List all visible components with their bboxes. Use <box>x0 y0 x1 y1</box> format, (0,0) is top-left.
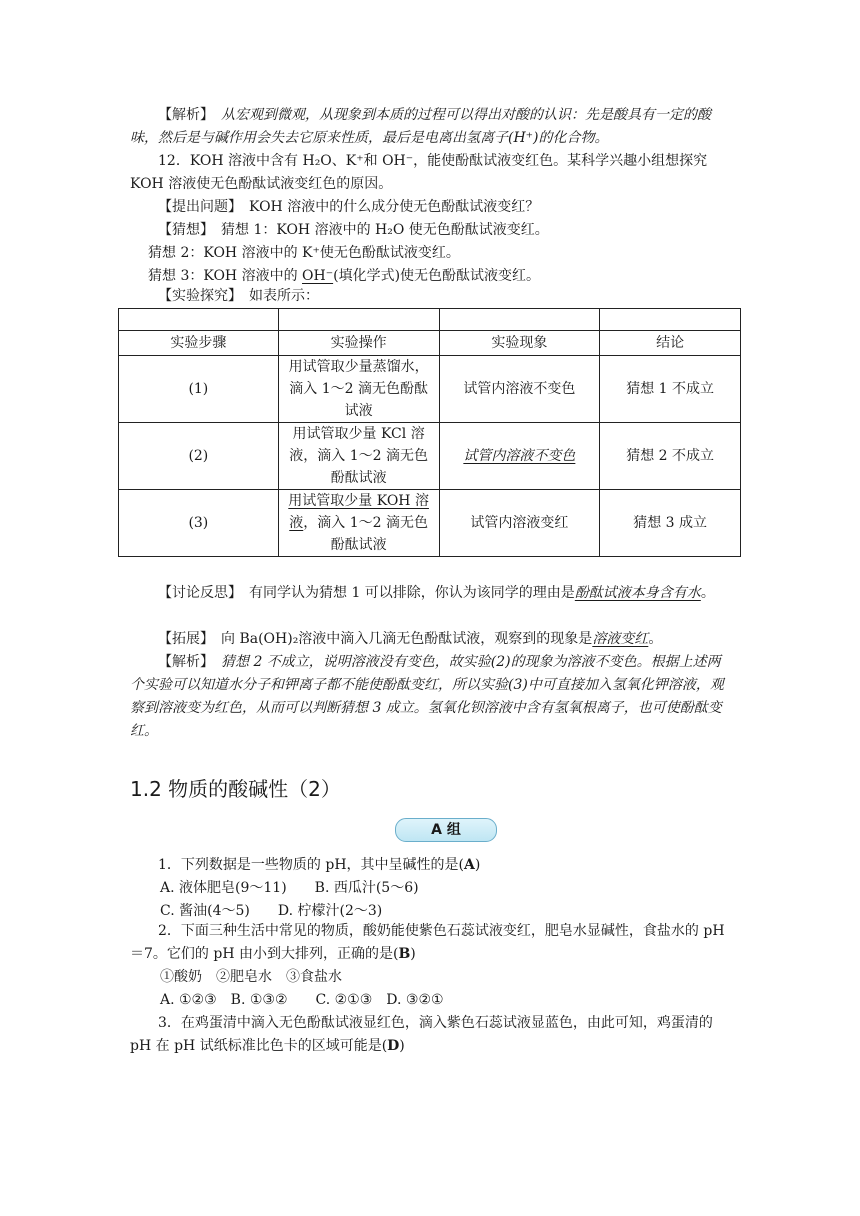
row-phenomenon: 试管内溶液不变色 <box>439 356 600 423</box>
row-step: (3) <box>119 490 279 557</box>
explore-tag: 【实验探究】 <box>158 288 235 304</box>
raise-question <box>130 196 730 219</box>
header-conclusion: 结论 <box>600 331 741 356</box>
question-2-items: ①酸奶 ②肥皂水 ③食盐水 <box>160 969 342 985</box>
raise-question-tag: 【提出问题】 <box>158 199 235 215</box>
analysis-text: 从宏观到微观，从现象到本质的过程可以得出对酸的认识：先是酸具有一定的酸味，然后是与碱作用会失去它原来性质，最后是电离出氢离子(H⁺)的化合物。 <box>130 107 711 146</box>
analysis-paragraph-1 <box>130 104 730 150</box>
row-step: (2) <box>119 423 279 490</box>
question-1-options-a-b: A. 液体肥皂(9～11) B. 西瓜汁(5～6) <box>160 880 419 896</box>
guess-3-answer: OH⁻ <box>302 268 334 284</box>
table-row <box>119 423 741 490</box>
answer-letter: A <box>464 857 475 873</box>
row-conclusion: 猜想 1 不成立 <box>600 356 741 423</box>
guess-3-post: (填化学式)使无色酚酞试液变红。 <box>333 268 541 284</box>
discussion-tag: 【讨论反思】 <box>158 585 235 601</box>
section-title: 1.2 物质的酸碱性（2） <box>130 777 341 801</box>
guess-1-text: 猜想 1：KOH 溶液中的 H₂O 使无色酚酞试液变红。 <box>221 222 549 238</box>
extension-pre: 向 Ba(OH)₂溶液中滴入几滴无色酚酞试液，观察到的现象是 <box>221 631 593 647</box>
question-2-options: A. ①②③ B. ①③② C. ②①③ D. ③②① <box>160 992 444 1008</box>
table-row <box>119 490 741 557</box>
extension-answer: 溶液变红 <box>592 631 649 647</box>
guess-3-pre: 猜想 3：KOH 溶液中的 <box>148 268 303 284</box>
table-header-row <box>119 331 741 356</box>
raise-question-text: KOH 溶液中的什么成分使无色酚酞试液变红？ <box>249 199 540 215</box>
question-2: 2．下面三种生活中常见的物质，酸奶能使紫色石蕊试液变红，肥皂水显碱性，食盐水的 pH＝7。它们的 pH 由小到大排列，正确的是(B) <box>130 923 725 962</box>
experiment-table <box>118 308 741 557</box>
table-row <box>119 356 741 423</box>
explore-text: 如表所示： <box>249 288 319 304</box>
question-12-intro: 12．KOH 溶液中含有 H₂O、K⁺和 OH⁻，能使酚酞试液变红色。某科学兴趣小组想探究 KOH 溶液使无色酚酞试液变红色的原因。 <box>130 153 708 192</box>
group-badge: A 组 <box>395 818 497 842</box>
analysis-tag: 【解析】 <box>158 107 207 123</box>
row-step: (1) <box>119 356 279 423</box>
question-1: 1．下列数据是一些物质的 pH，其中呈碱性的是(A) <box>158 857 481 873</box>
header-phenomenon: 实验现象 <box>439 331 600 356</box>
row-operation: 用试管取少量 KOH 溶液，滴入 1～2 滴无色酚酞试液 <box>278 490 439 557</box>
extension: 【拓展】 向 Ba(OH)₂溶液中滴入几滴无色酚酞试液，观察到的现象是溶液变红。 <box>158 631 663 647</box>
answer-letter: B <box>398 946 411 962</box>
discussion-answer: 酚酞试液本身含有水 <box>574 585 701 601</box>
analysis-tag: 【解析】 <box>158 654 207 670</box>
guess-tag: 【猜想】 <box>158 222 207 238</box>
guess-2: 猜想 2：KOH 溶液中的 K⁺使无色酚酞试液变红。 <box>148 245 460 261</box>
question-1-options-c-d: C. 酱油(4～5) D. 柠檬汁(2～3) <box>160 903 383 919</box>
row-phenomenon <box>439 423 600 490</box>
header-operation: 实验操作 <box>278 331 439 356</box>
extension-tag: 【拓展】 <box>158 631 207 647</box>
table-blank-row <box>119 309 741 331</box>
row-operation: 用试管取少量蒸馏水，滴入 1～2 滴无色酚酞试液 <box>278 356 439 423</box>
answer-operation: 用试管取少量 KOH 溶液 <box>288 493 429 531</box>
row-phenomenon: 试管内溶液变红 <box>439 490 600 557</box>
question-3: 3．在鸡蛋清中滴入无色酚酞试液显红色，滴入紫色石蕊试液显蓝色，由此可知，鸡蛋清的 pH 在 pH 试纸标准比色卡的区域可能是(D) <box>130 1015 713 1054</box>
analysis-paragraph-2 <box>130 651 730 743</box>
discussion: 【讨论反思】 有同学认为猜想 1 可以排除，你认为该同学的理由是酚酞试液本身含有水。 <box>158 585 715 601</box>
row-conclusion: 猜想 3 成立 <box>600 490 741 557</box>
answer-phenomenon: 试管内溶液不变色 <box>463 448 576 464</box>
header-step: 实验步骤 <box>119 331 279 356</box>
guess-1 <box>130 219 730 242</box>
answer-letter: D <box>387 1038 400 1054</box>
explore <box>130 285 730 308</box>
discussion-pre: 有同学认为猜想 1 可以排除，你认为该同学的理由是 <box>249 585 575 601</box>
row-operation: 用试管取少量 KCl 溶液，滴入 1～2 滴无色酚酞试液 <box>278 423 439 490</box>
row-conclusion: 猜想 2 不成立 <box>600 423 741 490</box>
analysis-text: 猜想 2 不成立，说明溶液没有变色，故实验(2)的现象为溶液不变色。根据上述两个实验可以知道水分子和钾离子都不能使酚酞变红，所以实验(3)中可直接加入氢氧化钾溶液，观察到溶液变为红色，从而可以判断猜想 3 成立。氢氧化钡溶液中含有氢氧根离子，也可使酚酞变红。 <box>130 654 724 739</box>
